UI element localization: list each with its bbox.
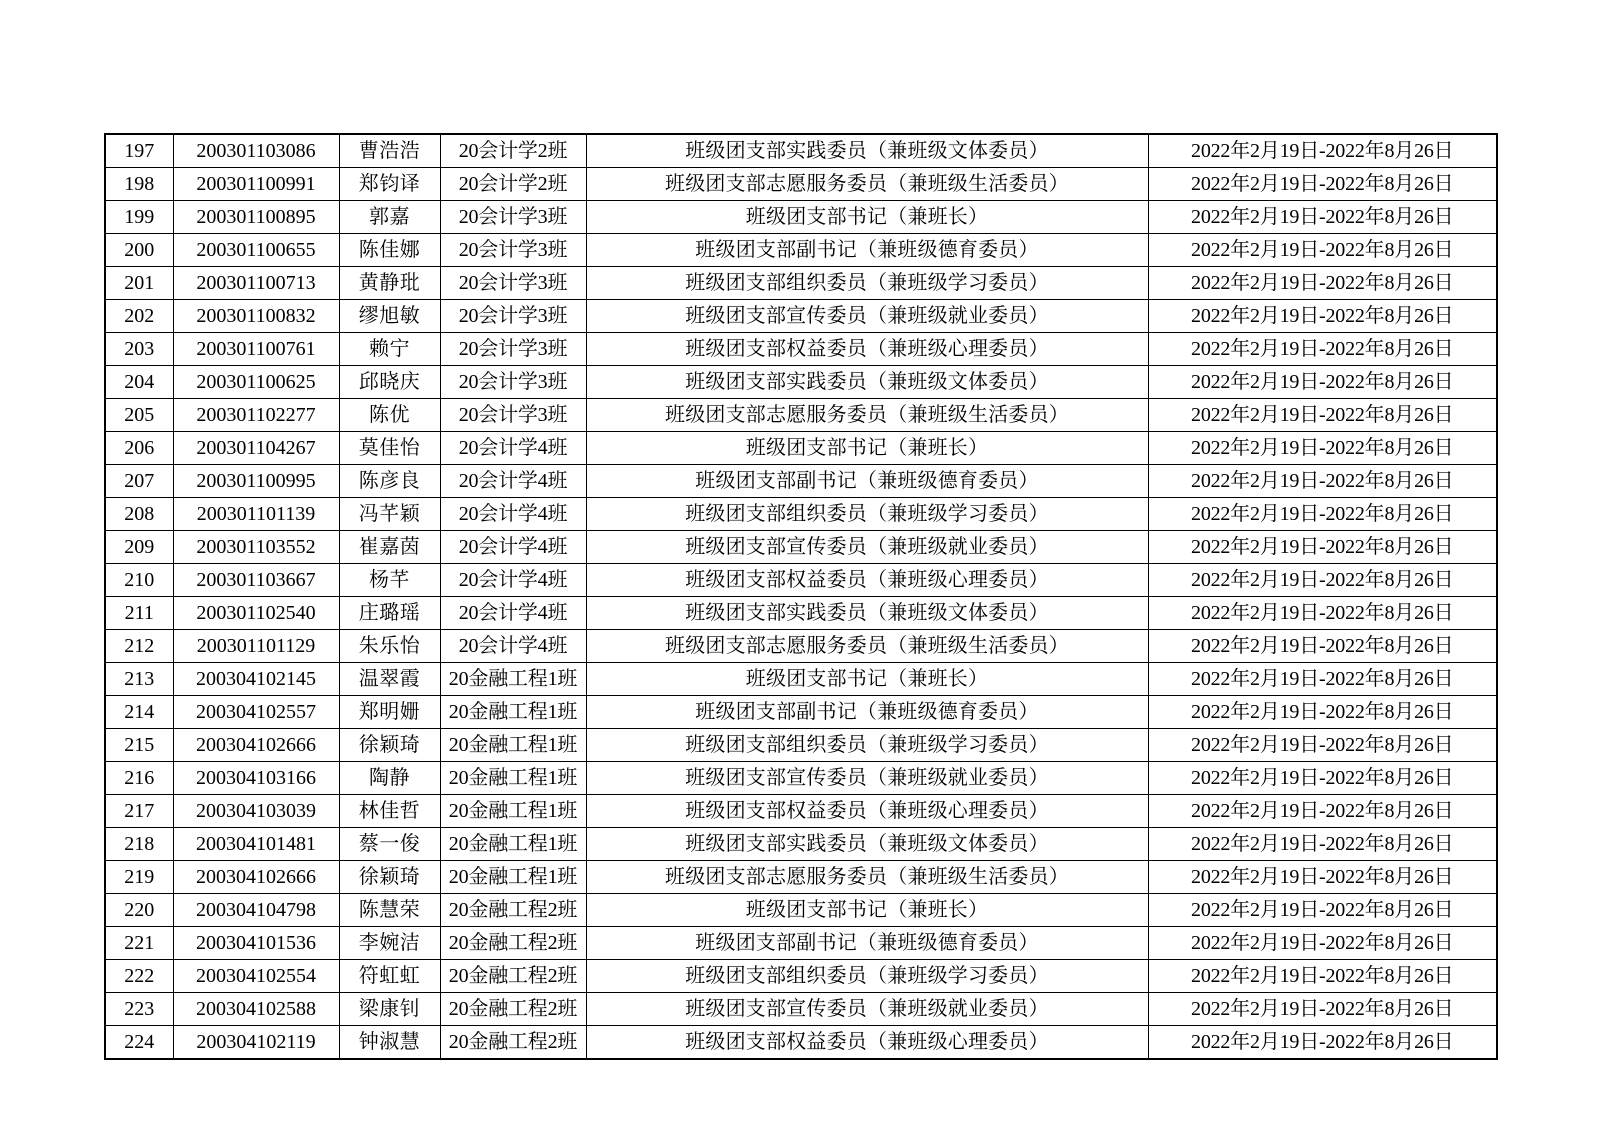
table-row [105, 432, 1497, 465]
cell-class: 20金融工程1班 [440, 861, 586, 894]
cell-position: 班级团支部权益委员（兼班级心理委员） [586, 795, 1148, 828]
cell-term: 2022年2月19日-2022年8月26日 [1148, 630, 1497, 663]
cell-class: 20金融工程1班 [440, 828, 586, 861]
cell-student-id: 200301101139 [173, 498, 339, 531]
table-row [105, 795, 1497, 828]
cell-index: 204 [105, 366, 173, 399]
cell-name: 林佳哲 [339, 795, 440, 828]
cell-name: 庄璐瑶 [339, 597, 440, 630]
cell-name: 陶静 [339, 762, 440, 795]
table-row [105, 333, 1497, 366]
cell-index: 211 [105, 597, 173, 630]
cell-index: 218 [105, 828, 173, 861]
table-row [105, 927, 1497, 960]
cell-class: 20会计学4班 [440, 630, 586, 663]
cell-student-id: 200301103086 [173, 134, 339, 168]
cell-class: 20金融工程2班 [440, 894, 586, 927]
cell-name: 陈佳娜 [339, 234, 440, 267]
table-row [105, 1026, 1497, 1060]
cell-position: 班级团支部权益委员（兼班级心理委员） [586, 1026, 1148, 1060]
cell-term: 2022年2月19日-2022年8月26日 [1148, 267, 1497, 300]
cell-name: 徐颖琦 [339, 729, 440, 762]
cell-position: 班级团支部志愿服务委员（兼班级生活委员） [586, 630, 1148, 663]
table-row [105, 663, 1497, 696]
cell-position: 班级团支部副书记（兼班级德育委员） [586, 696, 1148, 729]
cell-term: 2022年2月19日-2022年8月26日 [1148, 597, 1497, 630]
cell-index: 201 [105, 267, 173, 300]
table-row [105, 993, 1497, 1026]
table-row [105, 465, 1497, 498]
cell-index: 224 [105, 1026, 173, 1060]
cell-index: 197 [105, 134, 173, 168]
cell-student-id: 200301100991 [173, 168, 339, 201]
cell-term: 2022年2月19日-2022年8月26日 [1148, 960, 1497, 993]
cell-position: 班级团支部实践委员（兼班级文体委员） [586, 828, 1148, 861]
table-row [105, 531, 1497, 564]
cell-index: 209 [105, 531, 173, 564]
cell-term: 2022年2月19日-2022年8月26日 [1148, 366, 1497, 399]
roster-table [104, 133, 1498, 1060]
cell-student-id: 200301102277 [173, 399, 339, 432]
cell-position: 班级团支部实践委员（兼班级文体委员） [586, 366, 1148, 399]
cell-student-id: 200301101129 [173, 630, 339, 663]
cell-position: 班级团支部副书记（兼班级德育委员） [586, 927, 1148, 960]
cell-term: 2022年2月19日-2022年8月26日 [1148, 1026, 1497, 1060]
cell-position: 班级团支部权益委员（兼班级心理委员） [586, 564, 1148, 597]
cell-student-id: 200301100713 [173, 267, 339, 300]
cell-term: 2022年2月19日-2022年8月26日 [1148, 729, 1497, 762]
cell-class: 20金融工程2班 [440, 927, 586, 960]
cell-student-id: 200301100655 [173, 234, 339, 267]
cell-position: 班级团支部副书记（兼班级德育委员） [586, 234, 1148, 267]
cell-term: 2022年2月19日-2022年8月26日 [1148, 168, 1497, 201]
cell-name: 杨芊 [339, 564, 440, 597]
table-row [105, 729, 1497, 762]
cell-class: 20会计学4班 [440, 531, 586, 564]
cell-position: 班级团支部组织委员（兼班级学习委员） [586, 960, 1148, 993]
cell-student-id: 200301103552 [173, 531, 339, 564]
table-row [105, 861, 1497, 894]
cell-term: 2022年2月19日-2022年8月26日 [1148, 234, 1497, 267]
cell-class: 20会计学3班 [440, 366, 586, 399]
cell-index: 220 [105, 894, 173, 927]
cell-position: 班级团支部副书记（兼班级德育委员） [586, 465, 1148, 498]
cell-student-id: 200304102666 [173, 861, 339, 894]
cell-name: 陈彦良 [339, 465, 440, 498]
table-row [105, 630, 1497, 663]
cell-student-id: 200301100895 [173, 201, 339, 234]
cell-name: 莫佳怡 [339, 432, 440, 465]
cell-index: 203 [105, 333, 173, 366]
cell-class: 20金融工程1班 [440, 762, 586, 795]
cell-name: 朱乐怡 [339, 630, 440, 663]
cell-name: 崔嘉茵 [339, 531, 440, 564]
cell-name: 李婉洁 [339, 927, 440, 960]
cell-name: 曹浩浩 [339, 134, 440, 168]
cell-name: 缪旭敏 [339, 300, 440, 333]
cell-class: 20会计学3班 [440, 399, 586, 432]
cell-index: 222 [105, 960, 173, 993]
cell-class: 20金融工程2班 [440, 1026, 586, 1060]
cell-index: 221 [105, 927, 173, 960]
cell-student-id: 200301103667 [173, 564, 339, 597]
cell-term: 2022年2月19日-2022年8月26日 [1148, 432, 1497, 465]
cell-student-id: 200304102145 [173, 663, 339, 696]
cell-name: 梁康钊 [339, 993, 440, 1026]
cell-position: 班级团支部组织委员（兼班级学习委员） [586, 729, 1148, 762]
cell-position: 班级团支部实践委员（兼班级文体委员） [586, 597, 1148, 630]
cell-student-id: 200304103166 [173, 762, 339, 795]
cell-name: 陈慧荣 [339, 894, 440, 927]
cell-name: 徐颖琦 [339, 861, 440, 894]
cell-class: 20会计学4班 [440, 498, 586, 531]
cell-class: 20会计学3班 [440, 267, 586, 300]
cell-index: 219 [105, 861, 173, 894]
cell-class: 20金融工程1班 [440, 696, 586, 729]
cell-term: 2022年2月19日-2022年8月26日 [1148, 333, 1497, 366]
cell-name: 郑明姗 [339, 696, 440, 729]
table-row [105, 234, 1497, 267]
cell-position: 班级团支部宣传委员（兼班级就业委员） [586, 993, 1148, 1026]
cell-student-id: 200304101481 [173, 828, 339, 861]
cell-name: 郑钧译 [339, 168, 440, 201]
cell-position: 班级团支部书记（兼班长） [586, 663, 1148, 696]
cell-class: 20会计学4班 [440, 597, 586, 630]
cell-student-id: 200301104267 [173, 432, 339, 465]
cell-term: 2022年2月19日-2022年8月26日 [1148, 861, 1497, 894]
table-row [105, 366, 1497, 399]
cell-student-id: 200304102666 [173, 729, 339, 762]
cell-class: 20会计学3班 [440, 300, 586, 333]
cell-class: 20金融工程2班 [440, 960, 586, 993]
cell-student-id: 200304103039 [173, 795, 339, 828]
cell-name: 黄静玭 [339, 267, 440, 300]
table-row [105, 134, 1497, 168]
table-row [105, 597, 1497, 630]
cell-index: 217 [105, 795, 173, 828]
cell-position: 班级团支部宣传委员（兼班级就业委员） [586, 300, 1148, 333]
table-row [105, 960, 1497, 993]
cell-term: 2022年2月19日-2022年8月26日 [1148, 762, 1497, 795]
table-row [105, 762, 1497, 795]
cell-index: 215 [105, 729, 173, 762]
roster-table-container [104, 133, 1496, 1060]
cell-class: 20会计学3班 [440, 333, 586, 366]
cell-class: 20会计学4班 [440, 432, 586, 465]
cell-student-id: 200301100625 [173, 366, 339, 399]
cell-index: 210 [105, 564, 173, 597]
table-row [105, 828, 1497, 861]
cell-class: 20金融工程2班 [440, 993, 586, 1026]
cell-position: 班级团支部宣传委员（兼班级就业委员） [586, 762, 1148, 795]
cell-index: 198 [105, 168, 173, 201]
cell-class: 20会计学3班 [440, 234, 586, 267]
cell-term: 2022年2月19日-2022年8月26日 [1148, 498, 1497, 531]
cell-student-id: 200304104798 [173, 894, 339, 927]
cell-index: 223 [105, 993, 173, 1026]
cell-position: 班级团支部组织委员（兼班级学习委员） [586, 267, 1148, 300]
cell-index: 213 [105, 663, 173, 696]
cell-term: 2022年2月19日-2022年8月26日 [1148, 564, 1497, 597]
cell-term: 2022年2月19日-2022年8月26日 [1148, 894, 1497, 927]
cell-index: 212 [105, 630, 173, 663]
cell-term: 2022年2月19日-2022年8月26日 [1148, 531, 1497, 564]
cell-student-id: 200301100832 [173, 300, 339, 333]
cell-class: 20会计学4班 [440, 564, 586, 597]
cell-class: 20金融工程1班 [440, 663, 586, 696]
cell-term: 2022年2月19日-2022年8月26日 [1148, 134, 1497, 168]
cell-index: 216 [105, 762, 173, 795]
cell-term: 2022年2月19日-2022年8月26日 [1148, 201, 1497, 234]
table-row [105, 894, 1497, 927]
cell-name: 符虹虹 [339, 960, 440, 993]
cell-student-id: 200304102554 [173, 960, 339, 993]
cell-class: 20会计学3班 [440, 201, 586, 234]
table-row [105, 696, 1497, 729]
cell-name: 冯芊颖 [339, 498, 440, 531]
cell-name: 蔡一俊 [339, 828, 440, 861]
table-row [105, 498, 1497, 531]
cell-student-id: 200301100761 [173, 333, 339, 366]
cell-name: 钟淑慧 [339, 1026, 440, 1060]
cell-position: 班级团支部宣传委员（兼班级就业委员） [586, 531, 1148, 564]
table-row [105, 564, 1497, 597]
cell-term: 2022年2月19日-2022年8月26日 [1148, 399, 1497, 432]
cell-term: 2022年2月19日-2022年8月26日 [1148, 795, 1497, 828]
table-row [105, 399, 1497, 432]
cell-name: 温翠霞 [339, 663, 440, 696]
cell-position: 班级团支部书记（兼班长） [586, 201, 1148, 234]
cell-index: 208 [105, 498, 173, 531]
cell-index: 202 [105, 300, 173, 333]
cell-position: 班级团支部书记（兼班长） [586, 432, 1148, 465]
table-row [105, 168, 1497, 201]
table-row [105, 201, 1497, 234]
cell-index: 207 [105, 465, 173, 498]
cell-class: 20会计学2班 [440, 134, 586, 168]
cell-index: 205 [105, 399, 173, 432]
cell-name: 郭嘉 [339, 201, 440, 234]
cell-term: 2022年2月19日-2022年8月26日 [1148, 828, 1497, 861]
cell-name: 赖宁 [339, 333, 440, 366]
cell-student-id: 200301102540 [173, 597, 339, 630]
cell-position: 班级团支部组织委员（兼班级学习委员） [586, 498, 1148, 531]
cell-term: 2022年2月19日-2022年8月26日 [1148, 663, 1497, 696]
cell-term: 2022年2月19日-2022年8月26日 [1148, 696, 1497, 729]
cell-student-id: 200304102119 [173, 1026, 339, 1060]
cell-class: 20会计学4班 [440, 465, 586, 498]
cell-term: 2022年2月19日-2022年8月26日 [1148, 465, 1497, 498]
cell-student-id: 200304102557 [173, 696, 339, 729]
cell-name: 陈优 [339, 399, 440, 432]
cell-position: 班级团支部志愿服务委员（兼班级生活委员） [586, 168, 1148, 201]
cell-class: 20会计学2班 [440, 168, 586, 201]
cell-class: 20金融工程1班 [440, 729, 586, 762]
roster-table-body [105, 134, 1497, 1059]
table-row [105, 267, 1497, 300]
cell-term: 2022年2月19日-2022年8月26日 [1148, 993, 1497, 1026]
cell-index: 206 [105, 432, 173, 465]
cell-position: 班级团支部实践委员（兼班级文体委员） [586, 134, 1148, 168]
cell-index: 200 [105, 234, 173, 267]
cell-index: 214 [105, 696, 173, 729]
cell-term: 2022年2月19日-2022年8月26日 [1148, 927, 1497, 960]
table-row [105, 300, 1497, 333]
cell-position: 班级团支部志愿服务委员（兼班级生活委员） [586, 399, 1148, 432]
cell-student-id: 200304102588 [173, 993, 339, 1026]
cell-name: 邱晓庆 [339, 366, 440, 399]
cell-position: 班级团支部志愿服务委员（兼班级生活委员） [586, 861, 1148, 894]
cell-student-id: 200301100995 [173, 465, 339, 498]
cell-index: 199 [105, 201, 173, 234]
cell-position: 班级团支部权益委员（兼班级心理委员） [586, 333, 1148, 366]
cell-student-id: 200304101536 [173, 927, 339, 960]
cell-term: 2022年2月19日-2022年8月26日 [1148, 300, 1497, 333]
cell-class: 20金融工程1班 [440, 795, 586, 828]
cell-position: 班级团支部书记（兼班长） [586, 894, 1148, 927]
